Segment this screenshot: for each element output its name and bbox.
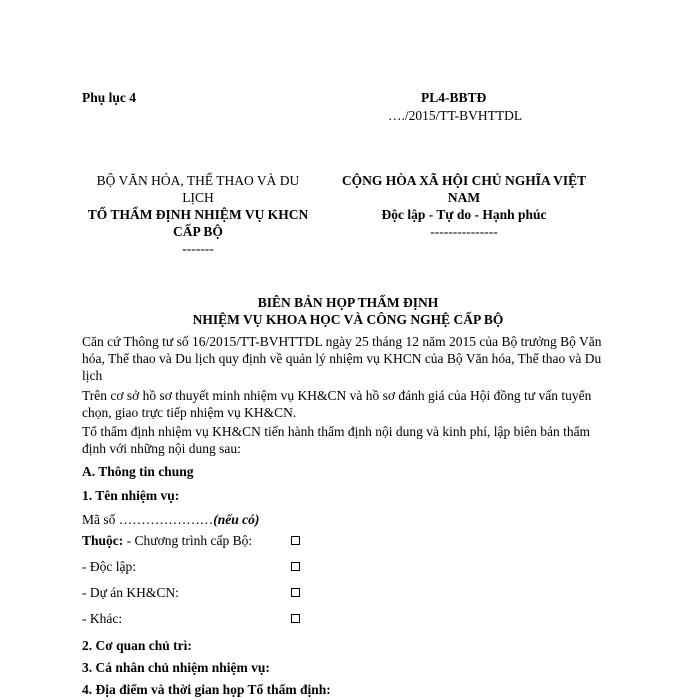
ministry-block [82, 172, 314, 257]
national-header-block [314, 172, 614, 240]
ministry-name-line1: BỘ VĂN HÓA, THỂ THAO VÀ DU [96, 173, 300, 188]
option-program-label: - Chương trình cấp Bộ: [123, 533, 253, 548]
code-label: Mã số ………………… [82, 512, 214, 527]
item-3-heading: 3. Cá nhân chủ nhiệm nhiệm vụ: [82, 660, 270, 675]
ministry-name-line2: LỊCH [182, 190, 214, 205]
option-other-label: - Khác: [82, 611, 123, 626]
left-divider: ------- [182, 241, 214, 256]
document-title [82, 294, 614, 328]
program-checkbox[interactable] [291, 536, 300, 545]
legal-basis-paragraph: Căn cứ Thông tư số 16/2015/TT-BVHTTDL ngày 25 tháng 12 năm 2015 của Bộ trưởng Bộ Văn hóa, Thể thao và Du lịch quy định về quản lý nhiệm vụ KHCN của Bộ Văn hóa, Thể thao và Du lịch [82, 334, 602, 383]
belongs-row-program [82, 532, 252, 549]
item-4-heading: 4. Địa điểm và thời gian họp Tổ thẩm định: [82, 682, 331, 697]
appendix-label: Phụ lục 4 [82, 90, 137, 105]
right-divider: --------------- [430, 224, 498, 239]
circular-reference: …./2015/TT-BVHTTDL [388, 108, 523, 123]
item-1-heading: 1. Tên nhiệm vụ: [82, 488, 180, 503]
item-2-heading: 2. Cơ quan chủ trì: [82, 638, 192, 653]
intro-paragraph: Tổ thẩm định nhiệm vụ KH&CN tiến hành thẩm định nội dung và kinh phí, lập biên bản thẩm định với những nội dung sau: [82, 424, 591, 456]
national-motto: Độc lập - Tự do - Hạnh phúc [381, 207, 547, 222]
committee-name-line1: TỔ THẨM ĐỊNH NHIỆM VỤ KHCN [87, 207, 309, 222]
basis-paragraph: Trên cơ sở hồ sơ thuyết minh nhiệm vụ KH&CN và hồ sơ đánh giá của Hội đồng tư vấn tuyển chọn, giao trực tiếp nhiệm vụ KH&CN. [82, 388, 592, 420]
section-a-heading: A. Thông tin chung [82, 464, 194, 479]
project-checkbox[interactable] [291, 588, 300, 597]
independent-checkbox[interactable] [291, 562, 300, 571]
title-line1: BIÊN BẢN HỌP THẨM ĐỊNH [257, 295, 439, 310]
country-name-line2: NAM [447, 190, 481, 205]
form-code: PL4-BBTĐ [421, 90, 487, 105]
option-independent-label: - Độc lập: [82, 559, 136, 574]
code-line [82, 511, 259, 528]
other-checkbox[interactable] [291, 614, 300, 623]
country-name-line1: CỘNG HÒA XÃ HỘI CHỦ NGHĨA VIỆT [341, 173, 587, 188]
option-project-label: - Dự án KH&CN: [82, 585, 179, 600]
committee-name-line2: CẤP BỘ [173, 224, 223, 239]
belongs-label: Thuộc: [82, 533, 124, 548]
code-note: (nếu có) [213, 512, 260, 527]
title-line2: NHIỆM VỤ KHOA HỌC VÀ CÔNG NGHỆ CẤP BỘ [192, 312, 504, 327]
